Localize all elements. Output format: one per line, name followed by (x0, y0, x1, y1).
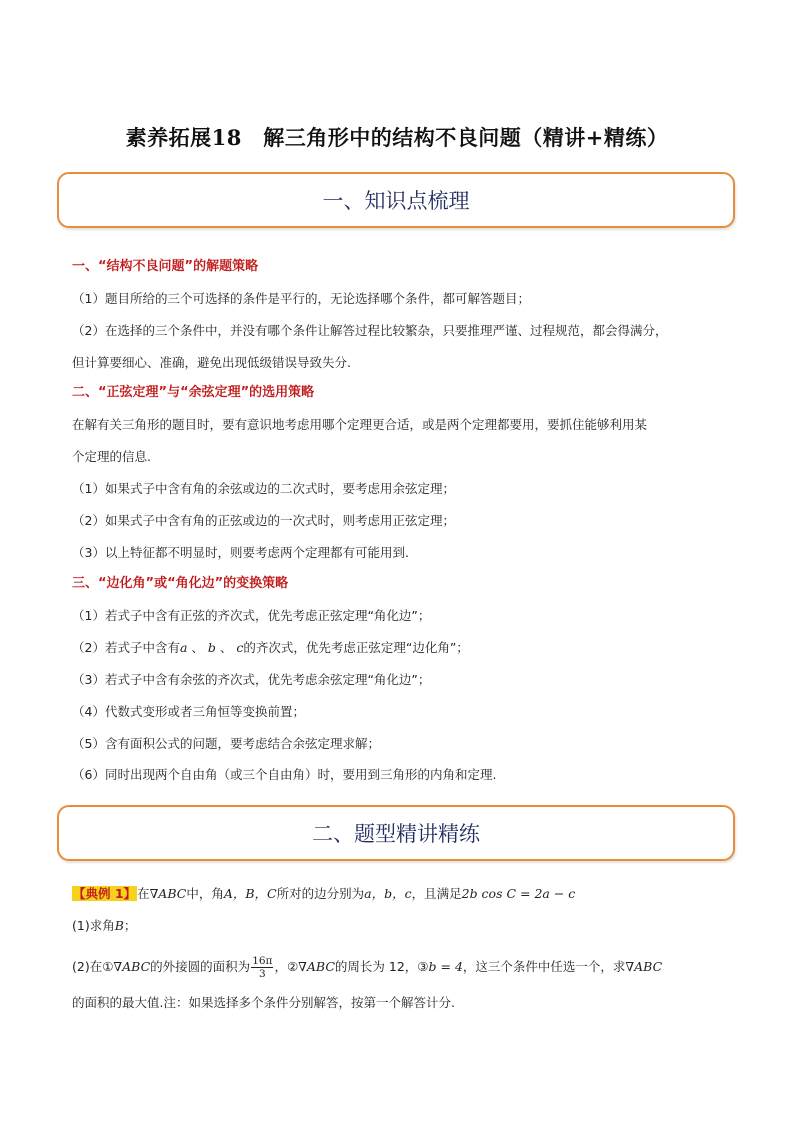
condition-b: b = 4 (428, 959, 463, 974)
item-text: （2）若式子中含有 (72, 640, 180, 655)
text: 的周长为 12，③ (334, 959, 429, 974)
block1-item: （2）在选择的三个条件中，并没有哪个条件让解答过程比较繁杂，只要推理严谨、过程规范，都会得满分， (72, 323, 668, 338)
section-header-examples (57, 805, 735, 861)
block3-item: （5）含有面积公式的问题，要考虑结合余弦定理求解； (72, 736, 380, 751)
section-header-knowledge (57, 172, 735, 228)
example-tag: 【典例 1】 (73, 886, 137, 901)
triangle-abc: ∇ABC (149, 886, 187, 901)
item-text: 的齐次式，优先考虑正弦定理“边化角”； (243, 640, 469, 655)
text: 的外接圆的面积为 (150, 959, 251, 974)
var-b: b (207, 640, 216, 655)
example-q1 (72, 918, 136, 934)
text: (1)求角 (72, 918, 115, 933)
example-line1 (72, 886, 575, 902)
fraction-denominator: 3 (258, 968, 266, 980)
text: ，② (274, 959, 299, 974)
block1-item: 但计算要细心、准确，避免出现低级错误导致失分. (72, 355, 351, 370)
var-b-angle: B (114, 918, 124, 933)
block2-item: 在解有关三角形的题目时，要有意识地考虑用哪个定理更合适，或是两个定理都要用，要抓住能够利用某 (72, 417, 648, 432)
separator: 、 (187, 640, 208, 655)
block2-item: （3）以上特征都不明显时，则要考虑两个定理都有可能用到. (72, 545, 409, 560)
block3-item: （3）若式子中含有余弦的齐次式，优先考虑余弦定理“角化边”； (72, 672, 431, 687)
block1-item: （1）题目所给的三个可选择的条件是平行的，无论选择哪个条件，都可解答题目； (72, 291, 530, 306)
section-heading: 二、题型精讲精练 (312, 822, 480, 846)
text: ，且满足 (411, 886, 462, 901)
separator: 、 (215, 640, 237, 655)
fraction-numerator: 16π (252, 955, 273, 967)
side-vars: a，b，c (364, 886, 412, 901)
block2-heading: 二、“正弦定理”与“余弦定理”的选用策略 (72, 385, 315, 400)
block3-heading: 三、“边化角”或“角化边”的变换策略 (72, 576, 289, 591)
block2-item: （1）如果式子中含有角的余弦或边的二次式时，要考虑用余弦定理； (72, 481, 455, 496)
block3-item: （1）若式子中含有正弦的齐次式，优先考虑正弦定理“角化边”； (72, 608, 431, 623)
block3-item (72, 640, 469, 656)
block1-heading: 一、“结构不良问题”的解题策略 (72, 259, 259, 274)
text: 所对的边分别为 (276, 886, 365, 901)
block3-item: （4）代数式变形或者三角恒等变换前置； (72, 704, 305, 719)
section-heading: 一、知识点梳理 (322, 189, 470, 213)
triangle-abc: ∇ABC (298, 959, 335, 974)
page-title: 素养拓展18 解三角形中的结构不良问题（精讲+精练） (125, 125, 669, 150)
condition-formula: 2b cos C = 2a − c (461, 886, 576, 901)
var-c: c (236, 640, 244, 655)
block2-item: 个定理的信息. (72, 449, 151, 464)
text: ； (123, 918, 137, 933)
angle-vars: A，B，C (223, 886, 277, 901)
example-q2-line2: 的面积的最大值.注：如果选择多个条件分别解答，按第一个解答计分. (72, 995, 455, 1010)
triangle-abc: ∇ABC (113, 959, 151, 974)
block3-item: （6）同时出现两个自由角（或三个自由角）时，要用到三角形的内角和定理. (72, 767, 497, 782)
var-a: a (179, 640, 188, 655)
block2-item: （2）如果式子中含有角的正弦或边的一次式时，则考虑用正弦定理； (72, 513, 455, 528)
triangle-abc: ∇ABC (625, 959, 663, 974)
fraction (251, 955, 273, 980)
text: 在 (137, 886, 150, 901)
text: (2)在① (72, 959, 114, 974)
text: ，这三个条件中任选一个，求 (462, 959, 626, 974)
text: 中，角 (186, 886, 224, 901)
example-q2 (72, 955, 662, 980)
